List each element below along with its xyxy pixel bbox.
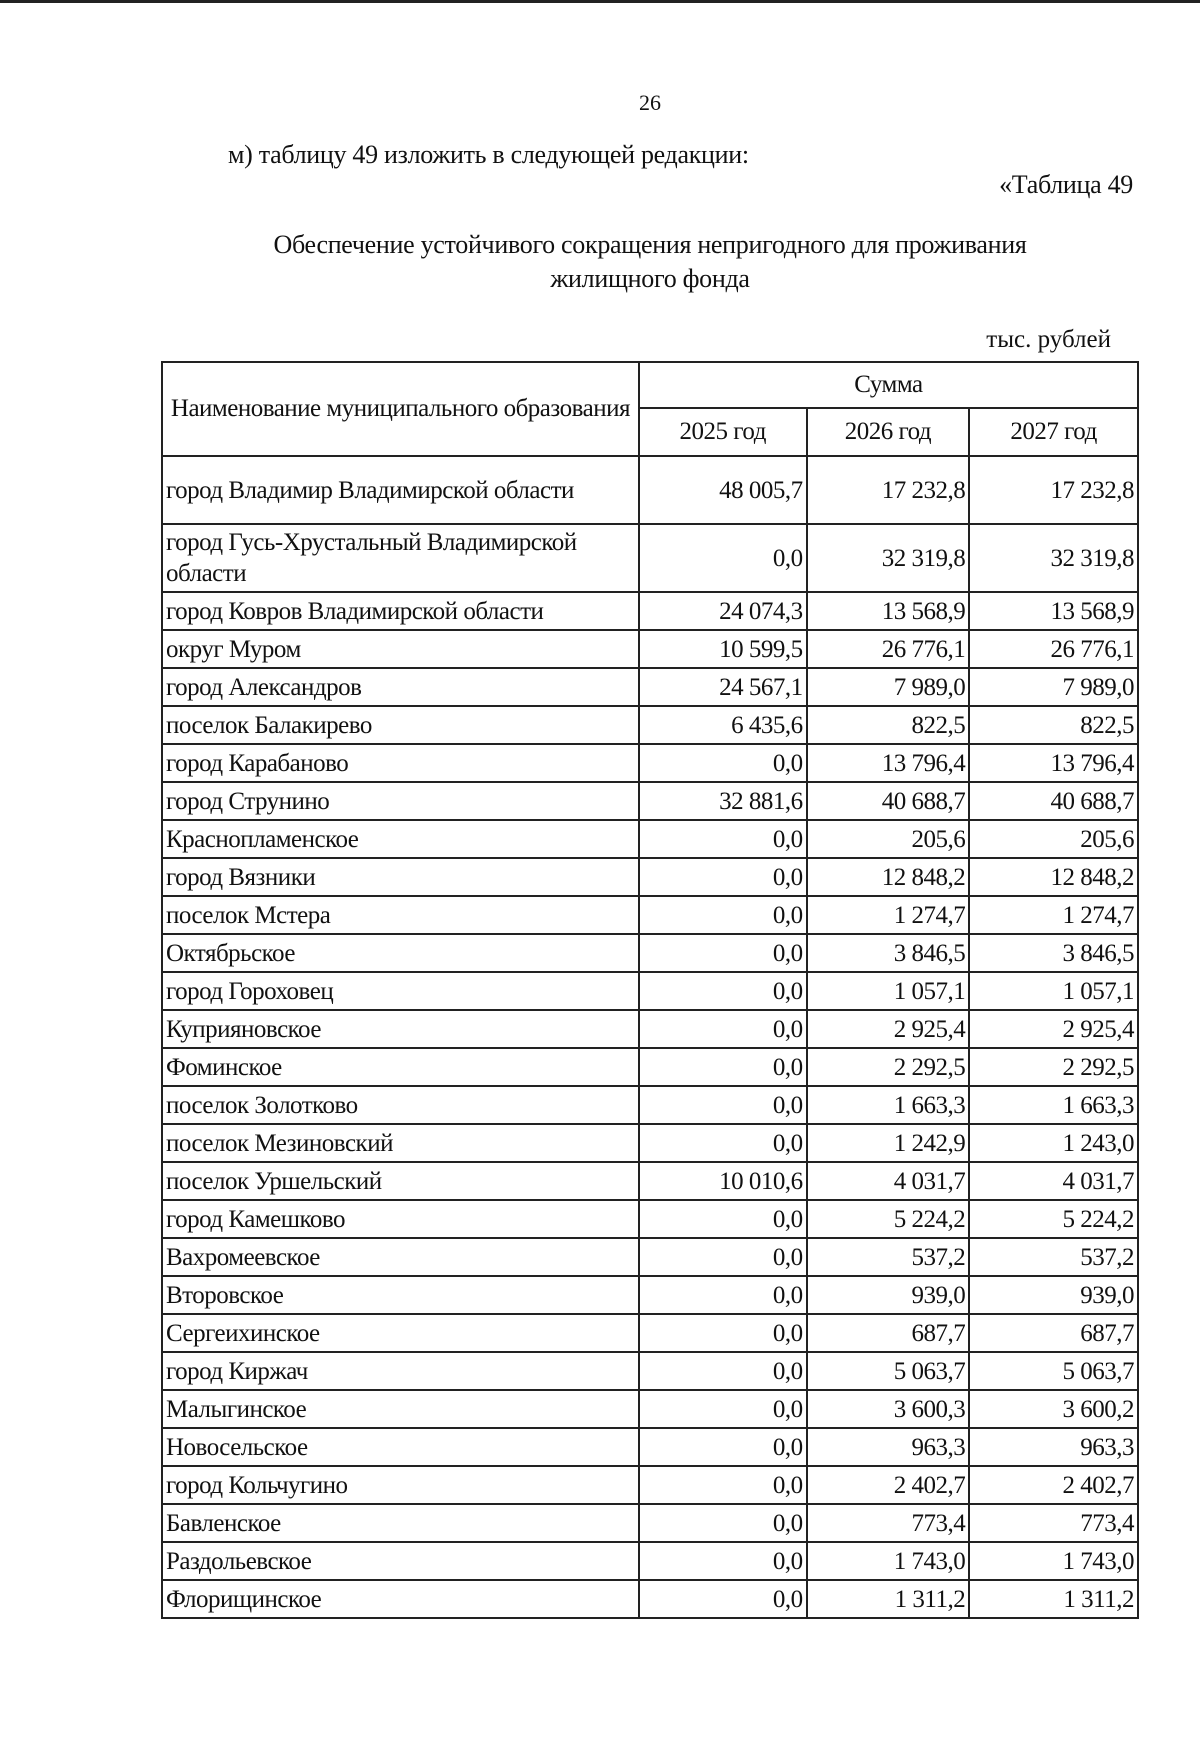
table-row xyxy=(162,1390,1138,1428)
cell-2026: 963,3 xyxy=(807,1428,970,1466)
cell-2025: 0,0 xyxy=(639,820,807,858)
cell-name: поселок Уршельский xyxy=(162,1162,639,1200)
cell-2025: 6 435,6 xyxy=(639,706,807,744)
cell-2027: 13 568,9 xyxy=(969,592,1138,630)
cell-2027: 4 031,7 xyxy=(969,1162,1138,1200)
cell-2027: 5 224,2 xyxy=(969,1200,1138,1238)
cell-name: Флорищинское xyxy=(162,1580,639,1618)
cell-name: Куприяновское xyxy=(162,1010,639,1048)
cell-2025: 32 881,6 xyxy=(639,782,807,820)
intro-text: м) таблицу 49 изложить в следующей редакции: xyxy=(228,140,749,169)
cell-2025: 0,0 xyxy=(639,744,807,782)
cell-2025: 24 567,1 xyxy=(639,668,807,706)
cell-2026: 12 848,2 xyxy=(807,858,970,896)
data-table xyxy=(161,361,1139,1619)
table-row xyxy=(162,858,1138,896)
table-row xyxy=(162,1428,1138,1466)
cell-name: город Струнино xyxy=(162,782,639,820)
table-row xyxy=(162,1162,1138,1200)
cell-2026: 1 057,1 xyxy=(807,972,970,1010)
cell-name: город Александров xyxy=(162,668,639,706)
cell-name: город Гусь-Хрустальный Владимирской области xyxy=(162,524,639,592)
cell-2026: 1 663,3 xyxy=(807,1086,970,1124)
cell-2025: 0,0 xyxy=(639,1276,807,1314)
cell-2026: 32 319,8 xyxy=(807,524,970,592)
cell-2026: 4 031,7 xyxy=(807,1162,970,1200)
cell-2027: 822,5 xyxy=(969,706,1138,744)
table-row xyxy=(162,1314,1138,1352)
cell-2027: 1 663,3 xyxy=(969,1086,1138,1124)
cell-2025: 0,0 xyxy=(639,1542,807,1580)
table-title xyxy=(150,228,1150,296)
cell-2026: 40 688,7 xyxy=(807,782,970,820)
cell-name: поселок Мстера xyxy=(162,896,639,934)
cell-2027: 2 292,5 xyxy=(969,1048,1138,1086)
cell-2025: 0,0 xyxy=(639,1580,807,1618)
cell-2027: 2 925,4 xyxy=(969,1010,1138,1048)
cell-2025: 10 010,6 xyxy=(639,1162,807,1200)
units-label: тыс. рублей xyxy=(986,326,1111,353)
cell-name: город Гороховец xyxy=(162,972,639,1010)
cell-2026: 26 776,1 xyxy=(807,630,970,668)
cell-2026: 773,4 xyxy=(807,1504,970,1542)
table-row xyxy=(162,1086,1138,1124)
cell-2025: 48 005,7 xyxy=(639,456,807,524)
cell-2026: 822,5 xyxy=(807,706,970,744)
cell-2025: 0,0 xyxy=(639,896,807,934)
cell-2027: 687,7 xyxy=(969,1314,1138,1352)
cell-2026: 1 274,7 xyxy=(807,896,970,934)
cell-2025: 0,0 xyxy=(639,1238,807,1276)
cell-name: Раздольевское xyxy=(162,1542,639,1580)
table-row xyxy=(162,1504,1138,1542)
table-label: «Таблица 49 xyxy=(999,170,1133,199)
cell-2027: 963,3 xyxy=(969,1428,1138,1466)
table-row xyxy=(162,592,1138,630)
table-row xyxy=(162,1238,1138,1276)
cell-2025: 0,0 xyxy=(639,858,807,896)
table-row xyxy=(162,1010,1138,1048)
cell-2025: 0,0 xyxy=(639,972,807,1010)
cell-2027: 3 600,2 xyxy=(969,1390,1138,1428)
cell-2026: 13 796,4 xyxy=(807,744,970,782)
cell-name: город Карабаново xyxy=(162,744,639,782)
cell-2027: 7 989,0 xyxy=(969,668,1138,706)
cell-name: город Камешково xyxy=(162,1200,639,1238)
cell-2025: 0,0 xyxy=(639,1504,807,1542)
cell-name: город Вязники xyxy=(162,858,639,896)
cell-2027: 1 243,0 xyxy=(969,1124,1138,1162)
cell-2025: 0,0 xyxy=(639,934,807,972)
table-row xyxy=(162,820,1138,858)
cell-2025: 0,0 xyxy=(639,1390,807,1428)
header-sum: Сумма xyxy=(639,362,1138,408)
table-row xyxy=(162,1542,1138,1580)
cell-2027: 205,6 xyxy=(969,820,1138,858)
cell-2025: 10 599,5 xyxy=(639,630,807,668)
table-row xyxy=(162,1276,1138,1314)
cell-name: округ Муром xyxy=(162,630,639,668)
table-row xyxy=(162,668,1138,706)
title-line-2: жилищного фонда xyxy=(550,264,750,293)
table-row xyxy=(162,1200,1138,1238)
table-row xyxy=(162,1124,1138,1162)
header-year-2025: 2025 год xyxy=(639,408,807,456)
cell-name: Краснопламенское xyxy=(162,820,639,858)
cell-2026: 1 311,2 xyxy=(807,1580,970,1618)
table-row xyxy=(162,706,1138,744)
cell-2027: 773,4 xyxy=(969,1504,1138,1542)
cell-name: Второвское xyxy=(162,1276,639,1314)
cell-2025: 0,0 xyxy=(639,1314,807,1352)
cell-name: поселок Балакирево xyxy=(162,706,639,744)
table-row xyxy=(162,1580,1138,1618)
cell-2026: 205,6 xyxy=(807,820,970,858)
table-row xyxy=(162,1352,1138,1390)
cell-2027: 17 232,8 xyxy=(969,456,1138,524)
cell-2027: 32 319,8 xyxy=(969,524,1138,592)
cell-2027: 1 057,1 xyxy=(969,972,1138,1010)
cell-2026: 1 743,0 xyxy=(807,1542,970,1580)
cell-2026: 2 292,5 xyxy=(807,1048,970,1086)
table-row xyxy=(162,456,1138,524)
cell-name: Малыгинское xyxy=(162,1390,639,1428)
cell-2025: 24 074,3 xyxy=(639,592,807,630)
cell-2025: 0,0 xyxy=(639,524,807,592)
table-row xyxy=(162,1466,1138,1504)
table-row xyxy=(162,524,1138,592)
table-row xyxy=(162,972,1138,1010)
cell-2026: 3 600,3 xyxy=(807,1390,970,1428)
cell-name: поселок Золотково xyxy=(162,1086,639,1124)
cell-name: город Кольчугино xyxy=(162,1466,639,1504)
table-row xyxy=(162,1048,1138,1086)
cell-2027: 537,2 xyxy=(969,1238,1138,1276)
table-row xyxy=(162,744,1138,782)
cell-name: Бавленское xyxy=(162,1504,639,1542)
cell-2027: 2 402,7 xyxy=(969,1466,1138,1504)
title-line-1: Обеспечение устойчивого сокращения непригодного для проживания xyxy=(273,230,1027,259)
cell-2027: 939,0 xyxy=(969,1276,1138,1314)
cell-2026: 5 224,2 xyxy=(807,1200,970,1238)
table-row xyxy=(162,934,1138,972)
cell-2027: 1 743,0 xyxy=(969,1542,1138,1580)
table-row xyxy=(162,896,1138,934)
cell-2026: 13 568,9 xyxy=(807,592,970,630)
cell-2026: 17 232,8 xyxy=(807,456,970,524)
cell-2027: 40 688,7 xyxy=(969,782,1138,820)
cell-2027: 12 848,2 xyxy=(969,858,1138,896)
cell-2025: 0,0 xyxy=(639,1466,807,1504)
cell-2027: 26 776,1 xyxy=(969,630,1138,668)
cell-2026: 537,2 xyxy=(807,1238,970,1276)
cell-2026: 7 989,0 xyxy=(807,668,970,706)
cell-2025: 0,0 xyxy=(639,1086,807,1124)
table-body xyxy=(162,456,1138,1618)
cell-2027: 1 311,2 xyxy=(969,1580,1138,1618)
cell-2027: 13 796,4 xyxy=(969,744,1138,782)
cell-2025: 0,0 xyxy=(639,1200,807,1238)
top-border-line xyxy=(0,0,1200,3)
cell-name: город Киржач xyxy=(162,1352,639,1390)
cell-2025: 0,0 xyxy=(639,1428,807,1466)
cell-name: Октябрьское xyxy=(162,934,639,972)
cell-2026: 2 402,7 xyxy=(807,1466,970,1504)
header-name: Наименование муниципального образования xyxy=(162,362,639,456)
cell-2026: 687,7 xyxy=(807,1314,970,1352)
table-row xyxy=(162,630,1138,668)
cell-name: поселок Мезиновский xyxy=(162,1124,639,1162)
cell-2026: 939,0 xyxy=(807,1276,970,1314)
header-year-2026: 2026 год xyxy=(807,408,970,456)
cell-2026: 2 925,4 xyxy=(807,1010,970,1048)
cell-2026: 1 242,9 xyxy=(807,1124,970,1162)
cell-2026: 3 846,5 xyxy=(807,934,970,972)
cell-2027: 3 846,5 xyxy=(969,934,1138,972)
cell-name: Новосельское xyxy=(162,1428,639,1466)
cell-name: Сергеихинское xyxy=(162,1314,639,1352)
cell-2027: 1 274,7 xyxy=(969,896,1138,934)
cell-2025: 0,0 xyxy=(639,1048,807,1086)
page-number: 26 xyxy=(639,90,661,115)
cell-2027: 5 063,7 xyxy=(969,1352,1138,1390)
cell-name: город Владимир Владимирской области xyxy=(162,456,639,524)
cell-name: город Ковров Владимирской области xyxy=(162,592,639,630)
cell-name: Вахромеевское xyxy=(162,1238,639,1276)
cell-name: Фоминское xyxy=(162,1048,639,1086)
cell-2025: 0,0 xyxy=(639,1352,807,1390)
cell-2025: 0,0 xyxy=(639,1124,807,1162)
header-year-2027: 2027 год xyxy=(969,408,1138,456)
cell-2025: 0,0 xyxy=(639,1010,807,1048)
cell-2026: 5 063,7 xyxy=(807,1352,970,1390)
table-row xyxy=(162,782,1138,820)
